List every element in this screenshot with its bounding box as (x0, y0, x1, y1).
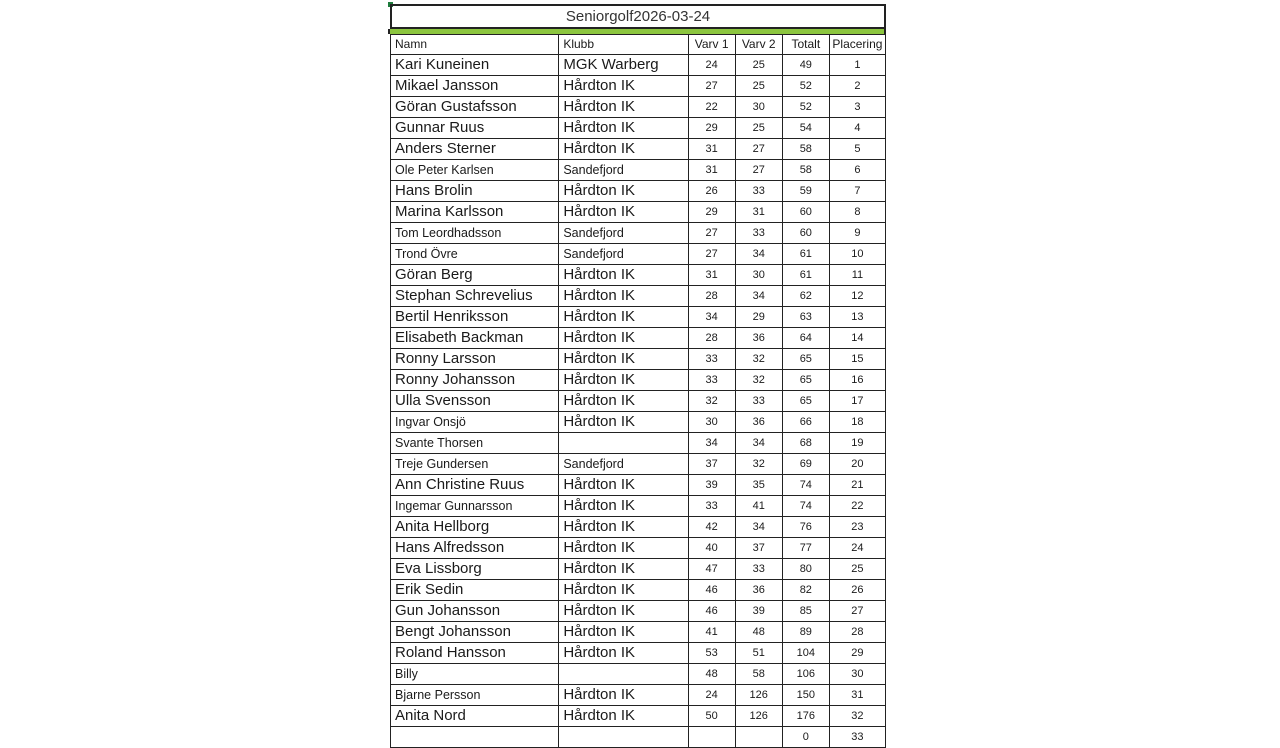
table-row (391, 412, 886, 433)
cell-club[interactable] (559, 727, 688, 748)
cell-placement[interactable]: 10 (829, 244, 885, 265)
cell-name[interactable]: Hans Alfredsson (391, 538, 559, 559)
cell-round-1[interactable]: 27 (688, 244, 735, 265)
cell-total[interactable]: 60 (782, 202, 829, 223)
table-row (391, 160, 886, 181)
cell-round-1[interactable]: 31 (688, 160, 735, 181)
cell-club[interactable]: Hårdton IK (559, 97, 688, 118)
cell-placement[interactable]: 18 (829, 412, 885, 433)
cell-club[interactable]: Hårdton IK (559, 328, 688, 349)
cell-total[interactable]: 52 (782, 97, 829, 118)
cell-round-1[interactable]: 31 (688, 265, 735, 286)
cell-total[interactable]: 64 (782, 328, 829, 349)
cell-round-1[interactable]: 27 (688, 223, 735, 244)
spreadsheet-table (390, 4, 886, 748)
table-row (391, 328, 886, 349)
cell-round-2[interactable]: 34 (735, 286, 782, 307)
cell-round-1[interactable]: 34 (688, 307, 735, 328)
cell-round-1[interactable]: 33 (688, 349, 735, 370)
cell-round-1[interactable]: 47 (688, 559, 735, 580)
table-row (391, 202, 886, 223)
table-row (391, 223, 886, 244)
cell-round-2[interactable]: 34 (735, 517, 782, 538)
cell-name[interactable]: Billy (391, 664, 559, 685)
cell-round-2[interactable]: 34 (735, 244, 782, 265)
cell-placement[interactable]: 6 (829, 160, 885, 181)
cell-total[interactable]: 69 (782, 454, 829, 475)
cell-name[interactable] (391, 727, 559, 748)
cell-placement[interactable]: 29 (829, 643, 885, 664)
table-row (391, 370, 886, 391)
cell-name[interactable]: Ronny Larsson (391, 349, 559, 370)
header-club[interactable]: Klubb (559, 35, 688, 55)
cell-round-2[interactable]: 36 (735, 580, 782, 601)
cell-round-2[interactable]: 29 (735, 307, 782, 328)
cell-round-1[interactable]: 48 (688, 664, 735, 685)
cell-name[interactable]: Bengt Johansson (391, 622, 559, 643)
table-row (391, 559, 886, 580)
cell-round-2[interactable]: 25 (735, 118, 782, 139)
cell-placement[interactable]: 5 (829, 139, 885, 160)
cell-total[interactable]: 76 (782, 517, 829, 538)
cell-club[interactable]: Hårdton IK (559, 538, 688, 559)
cell-club[interactable]: Hårdton IK (559, 706, 688, 727)
header-round-2[interactable]: Varv 2 (735, 35, 782, 55)
cell-club[interactable]: Hårdton IK (559, 496, 688, 517)
cell-club[interactable]: Hårdton IK (559, 181, 688, 202)
cell-club[interactable]: Hårdton IK (559, 76, 688, 97)
cell-placement[interactable]: 1 (829, 55, 885, 76)
cell-name[interactable]: Ronny Johansson (391, 370, 559, 391)
cell-round-2[interactable]: 25 (735, 55, 782, 76)
cell-round-2[interactable]: 25 (735, 76, 782, 97)
cell-club[interactable]: Hårdton IK (559, 685, 688, 706)
cell-club[interactable]: Hårdton IK (559, 580, 688, 601)
cell-placement[interactable]: 21 (829, 475, 885, 496)
cell-round-1[interactable]: 22 (688, 97, 735, 118)
cell-club[interactable]: Hårdton IK (559, 391, 688, 412)
cell-club[interactable]: Hårdton IK (559, 517, 688, 538)
cell-round-1[interactable]: 31 (688, 139, 735, 160)
cell-round-2[interactable]: 51 (735, 643, 782, 664)
cell-round-1[interactable]: 24 (688, 55, 735, 76)
cell-total[interactable]: 82 (782, 580, 829, 601)
cell-round-1[interactable]: 33 (688, 496, 735, 517)
cell-placement[interactable]: 19 (829, 433, 885, 454)
table-row (391, 139, 886, 160)
cell-placement[interactable]: 17 (829, 391, 885, 412)
cell-name[interactable]: Trond Övre (391, 244, 559, 265)
cell-total[interactable]: 49 (782, 55, 829, 76)
cell-name[interactable]: Marina Karlsson (391, 202, 559, 223)
table-row (391, 265, 886, 286)
cell-placement[interactable]: 28 (829, 622, 885, 643)
cell-round-1[interactable]: 26 (688, 181, 735, 202)
cell-total[interactable]: 65 (782, 370, 829, 391)
cell-name[interactable]: Göran Gustafsson (391, 97, 559, 118)
cell-total[interactable]: 65 (782, 391, 829, 412)
table-row (391, 496, 886, 517)
table-row (391, 244, 886, 265)
cell-placement[interactable]: 3 (829, 97, 885, 118)
cell-club[interactable]: Hårdton IK (559, 370, 688, 391)
cell-placement[interactable]: 32 (829, 706, 885, 727)
cell-placement[interactable]: 30 (829, 664, 885, 685)
cell-name[interactable]: Hans Brolin (391, 181, 559, 202)
cell-round-1[interactable]: 42 (688, 517, 735, 538)
cell-round-2[interactable]: 33 (735, 223, 782, 244)
table-row (391, 538, 886, 559)
table-row (391, 286, 886, 307)
cell-round-1[interactable]: 34 (688, 433, 735, 454)
cell-name[interactable]: Anita Nord (391, 706, 559, 727)
cell-round-2[interactable]: 58 (735, 664, 782, 685)
cell-round-1[interactable]: 33 (688, 370, 735, 391)
table-row (391, 580, 886, 601)
cell-club[interactable]: Sandefjord (559, 160, 688, 181)
cell-total[interactable]: 60 (782, 223, 829, 244)
cell-round-1[interactable]: 30 (688, 412, 735, 433)
cell-total[interactable]: 68 (782, 433, 829, 454)
cell-round-1[interactable]: 39 (688, 475, 735, 496)
cell-club[interactable] (559, 664, 688, 685)
cell-round-2[interactable]: 33 (735, 181, 782, 202)
table-row (391, 307, 886, 328)
cell-club[interactable]: Hårdton IK (559, 601, 688, 622)
cell-placement[interactable]: 26 (829, 580, 885, 601)
cell-name[interactable]: Ulla Svensson (391, 391, 559, 412)
cell-round-1[interactable]: 29 (688, 202, 735, 223)
cell-placement[interactable]: 23 (829, 517, 885, 538)
header-row (391, 35, 886, 55)
cell-name[interactable]: Svante Thorsen (391, 433, 559, 454)
cell-club[interactable]: Hårdton IK (559, 286, 688, 307)
cell-total[interactable]: 74 (782, 496, 829, 517)
cell-club[interactable]: Sandefjord (559, 244, 688, 265)
cell-name[interactable]: Roland Hansson (391, 643, 559, 664)
cell-round-2[interactable]: 32 (735, 349, 782, 370)
cell-round-2[interactable]: 36 (735, 412, 782, 433)
table-row (391, 685, 886, 706)
cell-total[interactable]: 58 (782, 160, 829, 181)
table-row (391, 118, 886, 139)
cell-club[interactable]: Hårdton IK (559, 412, 688, 433)
cell-round-2[interactable]: 36 (735, 328, 782, 349)
cell-round-1[interactable]: 41 (688, 622, 735, 643)
cell-placement[interactable]: 12 (829, 286, 885, 307)
cell-placement[interactable]: 22 (829, 496, 885, 517)
cell-placement[interactable]: 33 (829, 727, 885, 748)
cell-round-2[interactable]: 41 (735, 496, 782, 517)
header-placement[interactable]: Placering (829, 35, 885, 55)
cell-round-1[interactable]: 27 (688, 76, 735, 97)
cell-round-2[interactable]: 30 (735, 97, 782, 118)
cell-total[interactable]: 59 (782, 181, 829, 202)
cell-round-2[interactable]: 33 (735, 559, 782, 580)
cell-total[interactable]: 54 (782, 118, 829, 139)
cell-total[interactable]: 0 (782, 727, 829, 748)
cell-round-2[interactable]: 126 (735, 706, 782, 727)
table-row (391, 97, 886, 118)
table-row (391, 727, 886, 748)
cell-club[interactable]: Hårdton IK (559, 307, 688, 328)
cell-name[interactable]: Mikael Jansson (391, 76, 559, 97)
cell-total[interactable]: 65 (782, 349, 829, 370)
cell-club[interactable]: Hårdton IK (559, 349, 688, 370)
cell-total[interactable]: 63 (782, 307, 829, 328)
cell-name[interactable]: Ole Peter Karlsen (391, 160, 559, 181)
table-row (391, 622, 886, 643)
cell-round-1[interactable]: 24 (688, 685, 735, 706)
table-row (391, 391, 886, 412)
cell-total[interactable]: 61 (782, 244, 829, 265)
cell-name[interactable]: Erik Sedin (391, 580, 559, 601)
cell-total[interactable]: 106 (782, 664, 829, 685)
cell-placement[interactable]: 31 (829, 685, 885, 706)
cell-name[interactable]: Ann Christine Ruus (391, 475, 559, 496)
cell-round-2[interactable]: 30 (735, 265, 782, 286)
header-total[interactable]: Totalt (782, 35, 829, 55)
cell-total[interactable]: 150 (782, 685, 829, 706)
cell-round-2[interactable] (735, 727, 782, 748)
cell-round-1[interactable]: 46 (688, 580, 735, 601)
cell-round-1[interactable]: 37 (688, 454, 735, 475)
cell-name[interactable]: Gunnar Ruus (391, 118, 559, 139)
table-row (391, 55, 886, 76)
cell-round-1[interactable]: 28 (688, 328, 735, 349)
cell-name[interactable]: Göran Berg (391, 265, 559, 286)
cell-name[interactable]: Gun Johansson (391, 601, 559, 622)
cell-round-1[interactable]: 28 (688, 286, 735, 307)
cell-club[interactable]: Hårdton IK (559, 265, 688, 286)
cell-placement[interactable]: 7 (829, 181, 885, 202)
cell-total[interactable]: 58 (782, 139, 829, 160)
header-name[interactable]: Namn (391, 35, 559, 55)
cell-name[interactable]: Bertil Henriksson (391, 307, 559, 328)
cell-round-2[interactable]: 34 (735, 433, 782, 454)
cell-placement[interactable]: 13 (829, 307, 885, 328)
cell-placement[interactable]: 9 (829, 223, 885, 244)
cell-total[interactable]: 66 (782, 412, 829, 433)
cell-round-1[interactable]: 40 (688, 538, 735, 559)
cell-placement[interactable]: 27 (829, 601, 885, 622)
cell-club[interactable]: Hårdton IK (559, 622, 688, 643)
cell-name[interactable]: Eva Lissborg (391, 559, 559, 580)
cell-club[interactable]: Sandefjord (559, 223, 688, 244)
cell-club[interactable]: MGK Warberg (559, 55, 688, 76)
cell-placement[interactable]: 4 (829, 118, 885, 139)
table-row (391, 454, 886, 475)
cell-round-2[interactable]: 48 (735, 622, 782, 643)
cell-round-2[interactable]: 31 (735, 202, 782, 223)
cell-round-2[interactable]: 126 (735, 685, 782, 706)
cell-name[interactable]: Ingvar Onsjö (391, 412, 559, 433)
cell-placement[interactable]: 16 (829, 370, 885, 391)
cell-placement[interactable]: 11 (829, 265, 885, 286)
cell-club[interactable]: Hårdton IK (559, 643, 688, 664)
cell-round-2[interactable]: 39 (735, 601, 782, 622)
cell-round-2[interactable]: 27 (735, 139, 782, 160)
table-row (391, 76, 886, 97)
table-row (391, 181, 886, 202)
cell-total[interactable]: 74 (782, 475, 829, 496)
cell-round-2[interactable]: 32 (735, 370, 782, 391)
cell-name[interactable]: Kari Kuneinen (391, 55, 559, 76)
cell-club[interactable]: Hårdton IK (559, 139, 688, 160)
cell-round-2[interactable]: 35 (735, 475, 782, 496)
cell-round-1[interactable]: 53 (688, 643, 735, 664)
cell-name[interactable]: Elisabeth Backman (391, 328, 559, 349)
cell-club[interactable]: Sandefjord (559, 454, 688, 475)
table-row (391, 706, 886, 727)
cell-club[interactable]: Hårdton IK (559, 475, 688, 496)
cell-placement[interactable]: 25 (829, 559, 885, 580)
results-table (390, 34, 886, 748)
cell-total[interactable]: 176 (782, 706, 829, 727)
cell-total[interactable]: 104 (782, 643, 829, 664)
cell-placement[interactable]: 20 (829, 454, 885, 475)
cell-placement[interactable]: 15 (829, 349, 885, 370)
cell-name[interactable]: Stephan Schrevelius (391, 286, 559, 307)
cell-round-1[interactable] (688, 727, 735, 748)
cell-placement[interactable]: 2 (829, 76, 885, 97)
cell-round-1[interactable]: 32 (688, 391, 735, 412)
cell-name[interactable]: Tom Leordhadsson (391, 223, 559, 244)
cell-club[interactable] (559, 433, 688, 454)
cell-round-2[interactable]: 37 (735, 538, 782, 559)
cell-total[interactable]: 77 (782, 538, 829, 559)
cell-name[interactable]: Anita Hellborg (391, 517, 559, 538)
cell-total[interactable]: 52 (782, 76, 829, 97)
cell-round-2[interactable]: 27 (735, 160, 782, 181)
header-round-1[interactable]: Varv 1 (688, 35, 735, 55)
cell-total[interactable]: 62 (782, 286, 829, 307)
table-row (391, 664, 886, 685)
table-row (391, 475, 886, 496)
cell-round-1[interactable]: 46 (688, 601, 735, 622)
cell-club[interactable]: Hårdton IK (559, 202, 688, 223)
cell-name[interactable]: Treje Gundersen (391, 454, 559, 475)
cell-total[interactable]: 80 (782, 559, 829, 580)
cell-placement[interactable]: 8 (829, 202, 885, 223)
cell-round-1[interactable]: 50 (688, 706, 735, 727)
cell-name[interactable]: Ingemar Gunnarsson (391, 496, 559, 517)
cell-round-2[interactable]: 33 (735, 391, 782, 412)
cell-club[interactable]: Hårdton IK (559, 118, 688, 139)
table-row (391, 349, 886, 370)
cell-total[interactable]: 85 (782, 601, 829, 622)
cell-placement[interactable]: 14 (829, 328, 885, 349)
cell-name[interactable]: Anders Sterner (391, 139, 559, 160)
sheet-title[interactable]: Seniorgolf2026-03-24 (390, 4, 886, 29)
cell-club[interactable]: Hårdton IK (559, 559, 688, 580)
table-row (391, 433, 886, 454)
cell-name[interactable]: Bjarne Persson (391, 685, 559, 706)
table-row (391, 601, 886, 622)
cell-total[interactable]: 89 (782, 622, 829, 643)
cell-placement[interactable]: 24 (829, 538, 885, 559)
cell-total[interactable]: 61 (782, 265, 829, 286)
table-row (391, 643, 886, 664)
cell-round-2[interactable]: 32 (735, 454, 782, 475)
table-row (391, 517, 886, 538)
cell-round-1[interactable]: 29 (688, 118, 735, 139)
